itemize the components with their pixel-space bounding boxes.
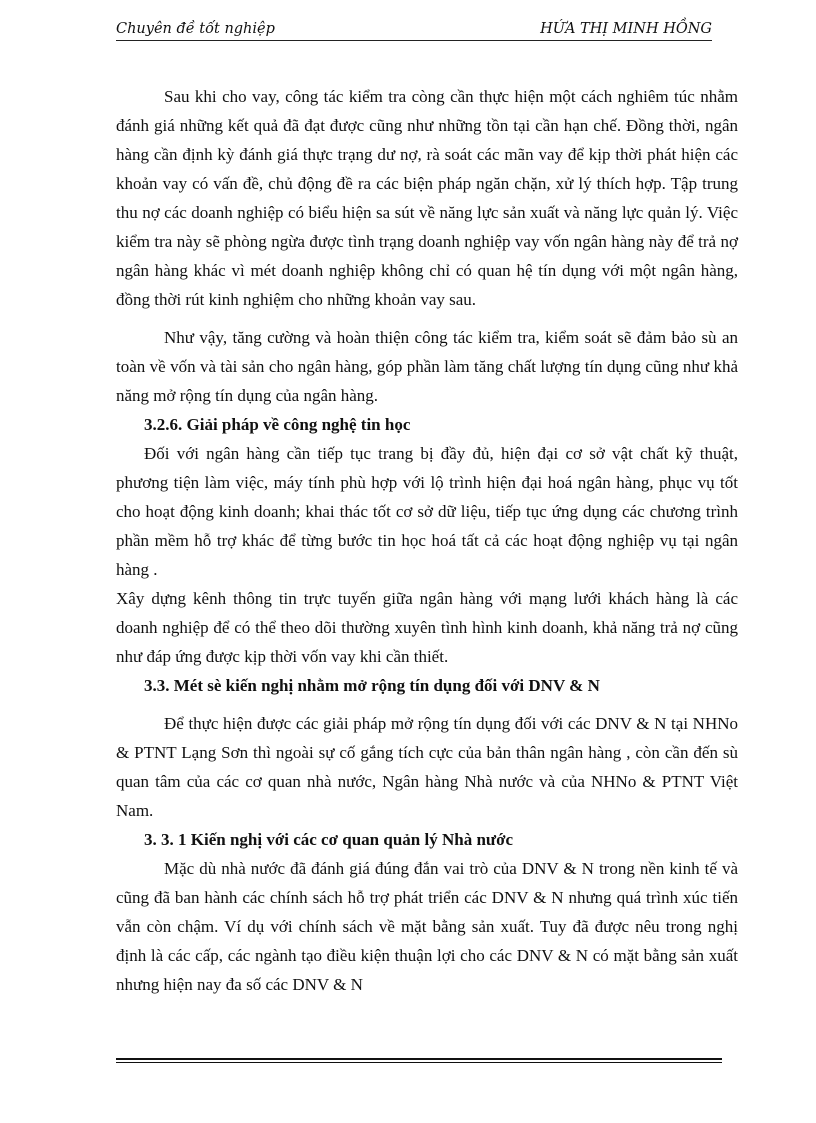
paragraph: Để thực hiện được các giải pháp mở rộng tín dụng đối với các DNV & N tại NHNo & PTNT Lạng Sơn thì ngoài sự cố gắng tích cực của bản thân ngân hàng , còn cần đến sù quan tâm của các cơ quan nhà nước, Ngân hàng Nhà nước và của NHNo & PTNT Việt Nam. [116, 714, 738, 820]
header-title: Chuyên đề tốt nghiệp [116, 21, 275, 37]
section-heading: 3.2.6. Giải pháp về công nghệ tin học [144, 415, 411, 434]
section-heading: 3. 3. 1 Kiến nghị với các cơ quan quản lý Nhà nước [144, 830, 514, 849]
paragraph: Như vậy, tăng cường và hoàn thiện công tác kiểm tra, kiểm soát sẽ đảm bảo sù an toàn về vốn và tài sản cho ngân hàng, góp phần làm tăng chất lượng tín dụng cũng như khả năng mở rộng tín dụng của ngân hàng. [116, 328, 738, 405]
paragraph: Đối với ngân hàng cần tiếp tục trang bị đầy đủ, hiện đại cơ sở vật chất kỹ thuật, phương tiện làm việc, máy tính phù hợp với lộ trình hiện đại hoá ngân hàng, phục vụ tốt cho hoạt động kinh doanh; khai thác tốt cơ sở dữ liệu, tiếp tục ứng dụng các chương trình phần mềm hỗ trợ khác để từng bước tin học hoá tất cả các hoạt động nghiệp vụ tại ngân hàng . [116, 444, 738, 579]
paragraph: Sau khi cho vay, công tác kiểm tra còng cần thực hiện một cách nghiêm túc nhằm đánh giá những kết quả đã đạt được cũng như những tồn tại cần hạn chế. Đồng thời, ngân hàng cần định kỳ đánh giá thực trạng dư nợ, rà soát các mãn vay để kịp thời phát hiện các khoản vay có vấn đề, chủ động đề ra các biện pháp ngăn chặn, xử lý thích hợp. Tập trung thu nợ các doanh nghiệp có biểu hiện sa sút về năng lực sản xuất và năng lực quản lý. Việc kiểm tra này sẽ phòng ngừa được tình trạng doanh nghiệp vay vốn ngân hàng này để trả nợ ngân hàng khác vì mét doanh nghiệp không chỉ có quan hệ tín dụng với một ngân hàng, đồng thời rút kinh nghiệm cho những khoản vay sau. [116, 87, 738, 309]
footer-rule [116, 1058, 722, 1060]
header-author: HỨA THỊ MINH HỒNG [540, 21, 712, 37]
paragraph: Xây dựng kênh thông tin trực tuyến giữa ngân hàng với mạng lưới khách hàng là các doanh nghiệp để có thể theo dõi thường xuyên tình hình kinh doanh, khả năng trả nợ cũng như đáp ứng được kịp thời vốn vay khi cần thiết. [116, 589, 738, 666]
document-body [116, 82, 738, 999]
header-rule [116, 40, 712, 41]
paragraph: Mặc dù nhà nước đã đánh giá đúng đắn vai trò của DNV & N trong nền kinh tế và cũng đã ban hành các chính sách hỗ trợ phát triển các DNV & N nhưng quá trình xúc tiến vẫn còn chậm. Ví dụ với chính sách về mặt bằng sản xuất. Tuy đã được nêu trong nghị định là các cấp, các ngành tạo điều kiện thuận lợi cho các DNV & N có mặt bằng sản xuất nhưng hiện nay đa số các DNV & N [116, 859, 738, 994]
section-heading: 3.3. Mét sè kiến nghị nhằm mở rộng tín dụng đối với DNV & N [144, 676, 600, 695]
footer-rule [116, 1062, 722, 1063]
page-header [116, 19, 712, 41]
